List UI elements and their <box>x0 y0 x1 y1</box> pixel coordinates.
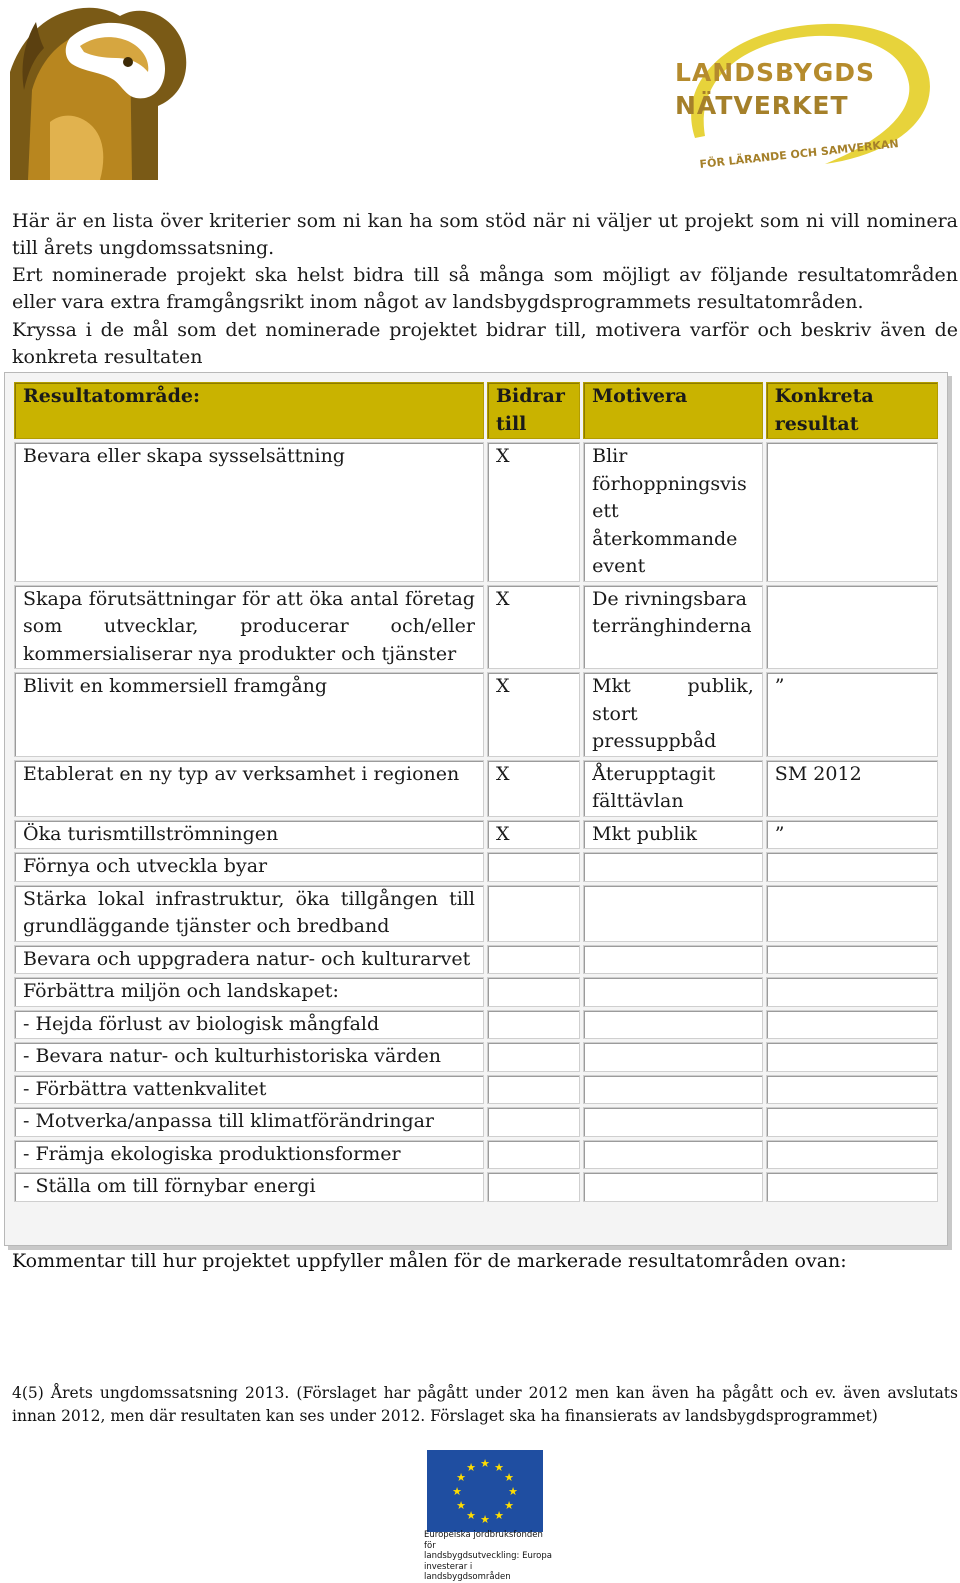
svg-text:★: ★ <box>508 1485 518 1498</box>
svg-text:★: ★ <box>456 1499 466 1512</box>
cell-result[interactable] <box>766 442 938 582</box>
cell-area: Bevara och uppgradera natur- och kulturarvet <box>14 945 484 975</box>
table-row <box>14 1107 938 1137</box>
cell-result[interactable] <box>766 1042 938 1072</box>
cell-contributes[interactable] <box>487 1172 580 1202</box>
cell-motivation[interactable] <box>583 977 763 1007</box>
cell-motivation[interactable]: Mkt publik <box>583 820 763 850</box>
table-row <box>14 820 938 850</box>
table-header-row <box>14 382 938 439</box>
table-row <box>14 852 938 882</box>
svg-text:★: ★ <box>456 1471 466 1484</box>
criteria-table-frame <box>4 372 948 1246</box>
cell-area: - Främja ekologiska produktionsformer <box>14 1140 484 1170</box>
cell-area: Öka turismtillströmningen <box>14 820 484 850</box>
table-row <box>14 585 938 670</box>
cell-area: - Förbättra vattenkvalitet <box>14 1075 484 1105</box>
table-row <box>14 442 938 582</box>
cell-motivation[interactable]: Blir förhoppningsvis ett återkommande event <box>583 442 763 582</box>
cell-result[interactable] <box>766 1075 938 1105</box>
eu-caption <box>424 1530 554 1583</box>
table-row <box>14 945 938 975</box>
table-row <box>14 1172 938 1202</box>
logo-line1: LANDSBYGDS <box>675 58 876 87</box>
cell-area: - Hejda förlust av biologisk mångfald <box>14 1010 484 1040</box>
cell-contributes[interactable] <box>487 1010 580 1040</box>
svg-text:★: ★ <box>494 1509 504 1522</box>
table-row <box>14 977 938 1007</box>
cell-result[interactable] <box>766 1010 938 1040</box>
intro-paragraph-1: Här är en lista över kriterier som ni kan ha som stöd när ni väljer ut projekt som ni vill nominera till årets ungdomssatsning. <box>12 210 958 259</box>
table-row <box>14 672 938 757</box>
intro-paragraph-2: Ert nominerade projekt ska helst bidra till så många som möjligt av följande resultatområden eller vara extra framgångsrikt inom något av landsbygdsprogrammets resultatområden. <box>12 264 958 313</box>
svg-text:★: ★ <box>466 1461 476 1474</box>
cell-motivation[interactable]: Återupptagit fälttävlan <box>583 760 763 817</box>
cell-motivation[interactable] <box>583 945 763 975</box>
cell-contributes[interactable] <box>487 1140 580 1170</box>
cell-contributes[interactable] <box>487 977 580 1007</box>
cell-result[interactable] <box>766 945 938 975</box>
cell-area: Skapa förutsättningar för att öka antal företag som utvecklar, producerar och/eller kommersialiserar nya produkter och tjänster <box>14 585 484 670</box>
cell-area: Stärka lokal infrastruktur, öka tillgången till grundläggande tjänster och bredband <box>14 885 484 942</box>
cell-result[interactable] <box>766 852 938 882</box>
eu-caption-line: Europeiska jordbruksfonden för <box>424 1530 543 1551</box>
landsbygdsnatverket-logo <box>665 18 945 188</box>
cell-motivation[interactable] <box>583 1010 763 1040</box>
cell-contributes[interactable] <box>487 1075 580 1105</box>
cell-area: Etablerat en ny typ av verksamhet i regionen <box>14 760 484 817</box>
cell-contributes[interactable]: X <box>487 585 580 670</box>
table-row <box>14 1140 938 1170</box>
comment-label: Kommentar till hur projektet uppfyller målen för de markerade resultatområden ovan: <box>12 1250 847 1272</box>
cell-motivation[interactable]: Mkt publik, stort pressuppbåd <box>583 672 763 757</box>
cell-motivation[interactable] <box>583 1107 763 1137</box>
cell-area: Förnya och utveckla byar <box>14 852 484 882</box>
cell-motivation[interactable] <box>583 885 763 942</box>
cell-area: Förbättra miljön och landskapet: <box>14 977 484 1007</box>
cell-result[interactable] <box>766 885 938 942</box>
cell-contributes[interactable]: X <box>487 760 580 817</box>
header-result-area: Resultatområde: <box>14 382 484 439</box>
cell-contributes[interactable] <box>487 1042 580 1072</box>
header-concrete-result: Konkreta resultat <box>766 382 938 439</box>
svg-text:★: ★ <box>452 1485 462 1498</box>
cell-motivation[interactable] <box>583 1042 763 1072</box>
cell-result[interactable] <box>766 1107 938 1137</box>
cell-contributes[interactable] <box>487 885 580 942</box>
cell-motivation[interactable] <box>583 852 763 882</box>
header-contributes: Bidrar till <box>487 382 580 439</box>
cell-result[interactable] <box>766 1172 938 1202</box>
cell-contributes[interactable]: X <box>487 820 580 850</box>
cell-contributes[interactable]: X <box>487 672 580 757</box>
cell-area: - Ställa om till förnybar energi <box>14 1172 484 1202</box>
eu-caption-line: landsbygdsutveckling: Europa <box>424 1551 552 1561</box>
cell-contributes[interactable] <box>487 945 580 975</box>
svg-text:★: ★ <box>466 1509 476 1522</box>
criteria-table <box>11 379 941 1205</box>
svg-text:★: ★ <box>504 1471 514 1484</box>
cell-contributes[interactable] <box>487 1107 580 1137</box>
intro-paragraph-3: Kryssa i de mål som det nominerade projektet bidrar till, motivera varför och beskriv även de konkreta resultaten <box>12 319 958 368</box>
table-row <box>14 1075 938 1105</box>
cell-motivation[interactable] <box>583 1172 763 1202</box>
cell-contributes[interactable]: X <box>487 442 580 582</box>
cell-contributes[interactable] <box>487 852 580 882</box>
logo-line2: NÄTVERKET <box>675 91 849 120</box>
svg-text:★: ★ <box>480 1513 490 1526</box>
table-row <box>14 760 938 817</box>
cell-motivation[interactable] <box>583 1140 763 1170</box>
cell-area: Blivit en kommersiell framgång <box>14 672 484 757</box>
svg-text:★: ★ <box>504 1499 514 1512</box>
goat-logo-image <box>10 2 190 180</box>
cell-result[interactable]: ” <box>766 672 938 757</box>
eu-caption-line: investerar i landsbygdsområden <box>424 1561 511 1582</box>
logo-tagline: FÖR LÄRANDE OCH SAMVERKAN <box>699 137 900 171</box>
cell-result[interactable] <box>766 1140 938 1170</box>
cell-result[interactable]: ” <box>766 820 938 850</box>
cell-motivation[interactable]: De rivningsbara terränghinderna <box>583 585 763 670</box>
table-row <box>14 1042 938 1072</box>
cell-area: - Bevara natur- och kulturhistoriska värden <box>14 1042 484 1072</box>
cell-motivation[interactable] <box>583 1075 763 1105</box>
table-row <box>14 885 938 942</box>
svg-text:★: ★ <box>480 1457 490 1470</box>
cell-result[interactable]: SM 2012 <box>766 760 938 817</box>
svg-text:★: ★ <box>494 1461 504 1474</box>
header-motivation: Motivera <box>583 382 763 439</box>
cell-result[interactable] <box>766 585 938 670</box>
eu-flag-icon <box>427 1450 543 1532</box>
table-row <box>14 1010 938 1040</box>
cell-result[interactable] <box>766 977 938 1007</box>
cell-area: Bevara eller skapa sysselsättning <box>14 442 484 582</box>
footnote: 4(5) Årets ungdomssatsning 2013. (Förslaget har pågått under 2012 men kan även ha pågått och ev. även avslutats innan 2012, men där resultaten kan ses under 2012. Förslaget ska ha finansierats av landsbygdsprogrammet) <box>12 1384 958 1425</box>
cell-area: - Motverka/anpassa till klimatförändringar <box>14 1107 484 1137</box>
